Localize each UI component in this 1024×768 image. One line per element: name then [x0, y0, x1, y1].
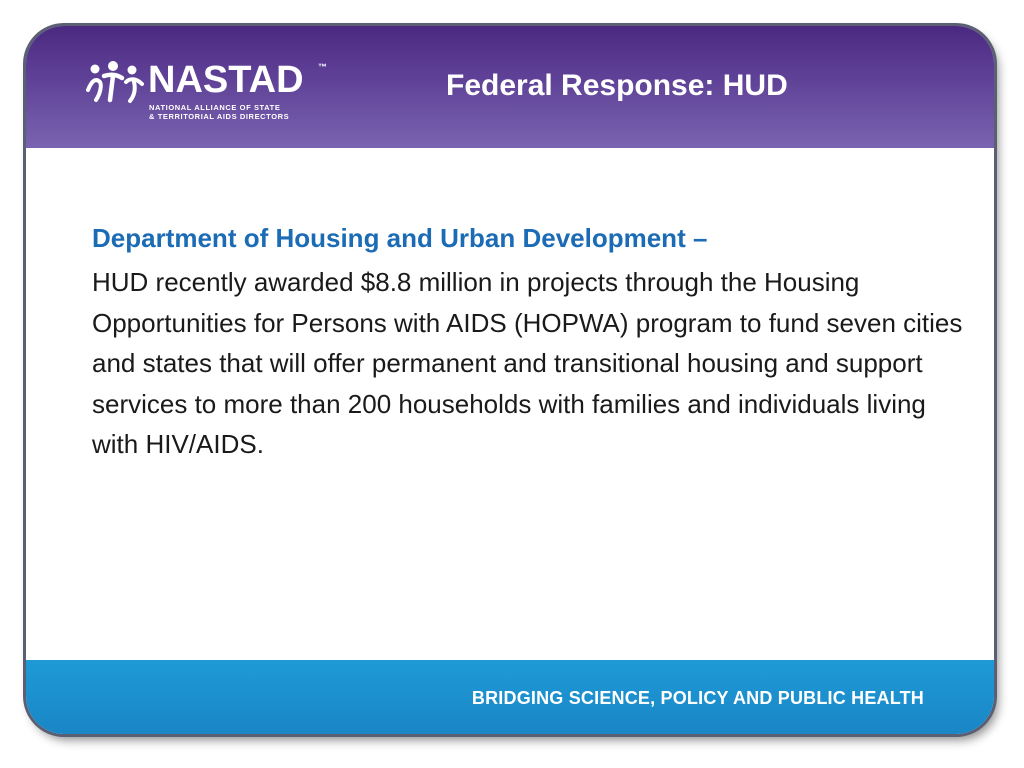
- slide-title: Federal Response: HUD: [446, 69, 788, 102]
- logo-subtitle-line2: & TERRITORIAL AIDS DIRECTORS: [149, 112, 290, 121]
- people-figures-icon: [86, 60, 146, 104]
- content-heading: Department of Housing and Urban Development –: [92, 223, 708, 253]
- footer-tagline: BRIDGING SCIENCE, POLICY AND PUBLIC HEALTH: [471, 688, 924, 708]
- logo-wordmark: NASTAD: [148, 59, 304, 101]
- logo-subtitle: [149, 103, 329, 121]
- content-area: [92, 222, 972, 465]
- content-body: HUD recently awarded $8.8 million in projects through the Housing Opportunities for Persons with AIDS (HOPWA) program to fund seven cities and states that will offer permanent and transitional housing and support services to more than 200 households with families and individuals living with HIV/AIDS.: [92, 267, 963, 459]
- nastad-logo: [86, 56, 346, 126]
- footer-bar: [26, 660, 994, 734]
- header-bar: [26, 26, 994, 148]
- logo-subtitle-line1: NATIONAL ALLIANCE OF STATE: [149, 103, 281, 112]
- slide-frame: [26, 26, 994, 734]
- logo-trademark: ™: [318, 62, 327, 72]
